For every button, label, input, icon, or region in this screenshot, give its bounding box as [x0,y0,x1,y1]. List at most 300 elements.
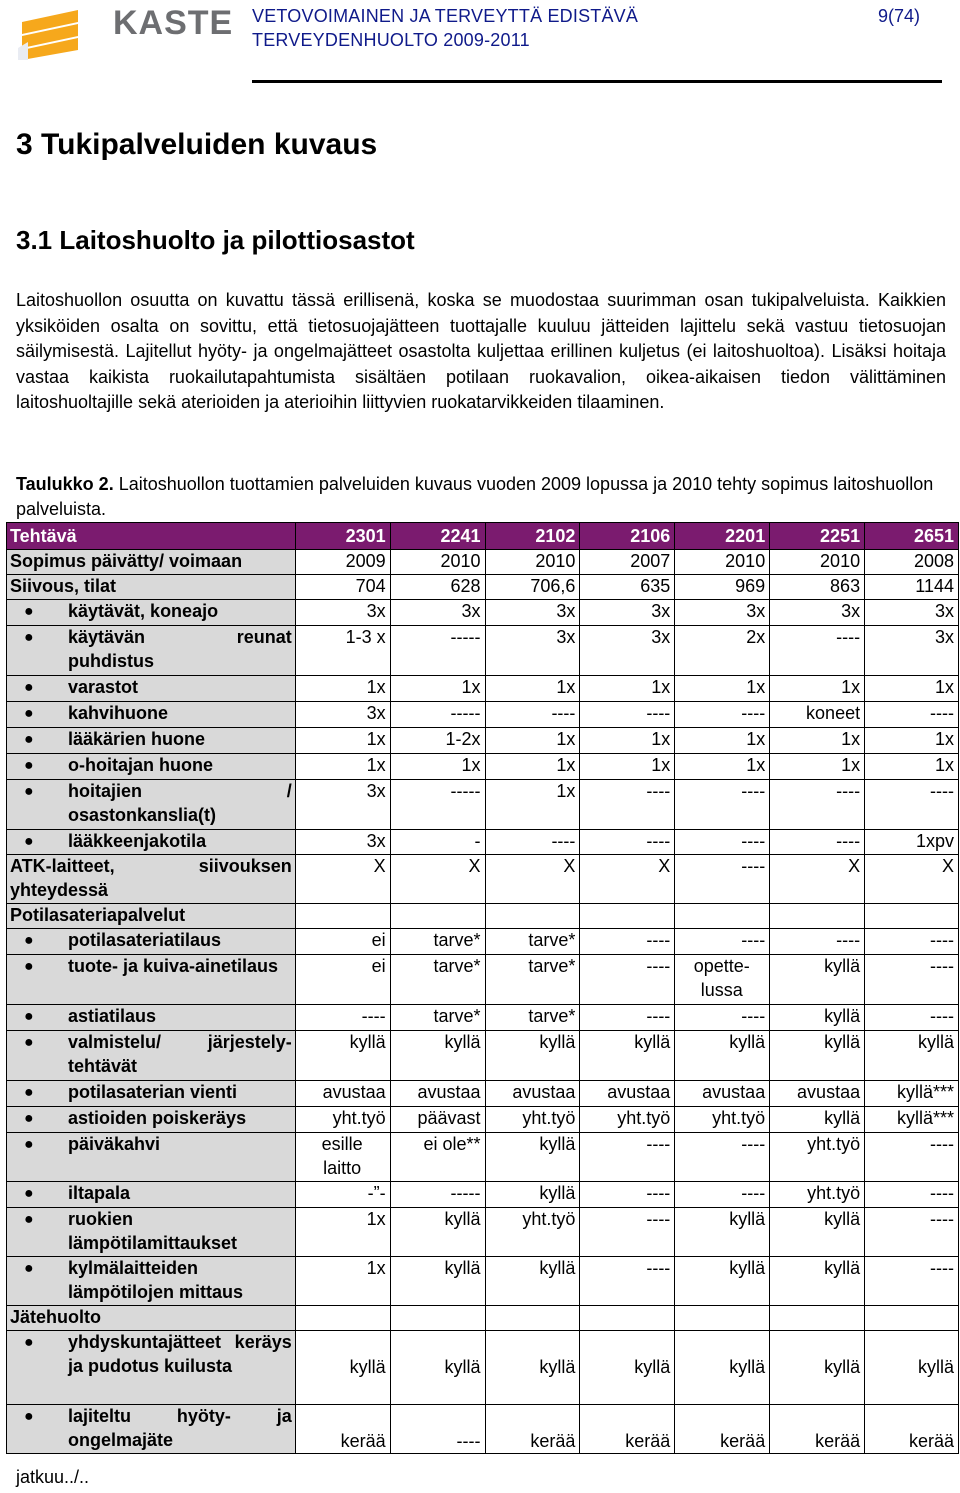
value-cell: 1x [295,754,390,780]
bullet-icon: ● [24,1034,34,1051]
bullet-item [10,955,292,979]
row-label: Potilasateriapalvelut [10,905,186,925]
row-label: astioiden poiskeräys [68,1108,247,1128]
row-label: Sopimus päivätty/ voimaan [10,551,243,571]
bullet-icon: ● [24,1211,34,1228]
value-cell: 3x [675,600,770,626]
value-cell: ---- [580,830,675,855]
bullet-icon: ● [24,679,34,696]
header-cell-unit: 2251 [770,523,865,550]
bullet-icon: ● [24,1008,34,1025]
value-cell: kerää [865,1405,959,1454]
table-row [7,575,959,600]
row-label-cell [7,1257,296,1306]
value-cell: yht.työ [675,1107,770,1133]
value-cell: avustaa [295,1081,390,1107]
value-cell: ---- [865,1257,959,1306]
bullet-icon: ● [24,629,34,646]
value-cell: koneet [770,702,865,728]
value-cell: kerää [675,1405,770,1454]
bullet-item [10,1208,292,1255]
value-cell: ---- [580,780,675,830]
value-cell: kyllä [770,1031,865,1081]
value-cell: -”- [295,1182,390,1208]
bullet-item [10,1081,292,1105]
row-label: käytävät, koneajo [68,601,219,621]
value-cell: tarve* [390,929,485,955]
row-label: ruokien lämpötilamittaukset [68,1209,238,1253]
row-label: ATK-laitteet, siivouksen yhteydessä [10,856,292,900]
value-cell: X [295,855,390,904]
value-cell: kyllä [770,1208,865,1257]
row-label-cell [7,575,296,600]
value-cell: avustaa [390,1081,485,1107]
value-cell: 635 [580,575,675,600]
value-cell: kyllä [675,1331,770,1405]
value-cell: kyllä [770,1005,865,1031]
value-cell: ---- [675,855,770,904]
row-label-cell [7,600,296,626]
value-cell: 1x [295,676,390,702]
value-cell: kyllä [770,1257,865,1306]
bullet-icon: ● [24,783,34,800]
row-label: o-hoitajan huone [68,755,213,775]
bullet-item [10,1107,292,1131]
value-cell: opette- lussa [675,955,770,1005]
value-cell: ---- [485,830,580,855]
value-cell: kyllä [390,1331,485,1405]
value-cell: 3x [485,626,580,676]
value-cell: ---- [295,1005,390,1031]
value-cell: ---- [485,702,580,728]
row-label-cell [7,929,296,955]
row-label-cell [7,1182,296,1208]
value-cell: 1-3 x [295,626,390,676]
bullet-item [10,754,292,778]
header-title-line2: TERVEYDENHUOLTO 2009-2011 [252,30,530,50]
value-cell: kyllä [485,1331,580,1405]
row-label-cell [7,754,296,780]
value-cell: 969 [675,575,770,600]
value-cell: 706,6 [485,575,580,600]
value-cell [865,1306,959,1331]
value-cell: 3x [295,780,390,830]
value-cell: ---- [580,1005,675,1031]
row-label-cell [7,855,296,904]
value-cell: ---- [865,780,959,830]
value-cell: ---- [580,702,675,728]
value-cell [675,904,770,929]
value-cell: kyllä [485,1031,580,1081]
row-label-cell [7,1031,296,1081]
row-label: käytävän reunat puhdistus [68,627,292,671]
value-cell: 2010 [770,550,865,575]
table-caption [16,472,946,522]
value-cell: yht.työ [770,1182,865,1208]
value-cell: 3x [865,600,959,626]
value-cell: 1x [295,728,390,754]
table-row [7,676,959,702]
value-cell: ei [295,955,390,1005]
value-cell: kyllä [865,1331,959,1405]
value-cell: 1x [675,676,770,702]
table-row [7,1331,959,1405]
bullet-item [10,1182,292,1206]
value-cell: X [580,855,675,904]
table-row [7,855,959,904]
bullet-icon: ● [24,757,34,774]
row-label-cell [7,830,296,855]
value-cell: 3x [295,600,390,626]
value-cell: 3x [580,600,675,626]
value-cell [390,904,485,929]
value-cell: 1x [295,1257,390,1306]
row-label: astiatilaus [68,1006,157,1026]
value-cell: X [770,855,865,904]
bullet-icon: ● [24,1334,34,1351]
row-label: lääkkeenjakotila [68,831,207,851]
row-label-cell [7,676,296,702]
value-cell: 1x [770,754,865,780]
value-cell: kyllä [390,1208,485,1257]
table-header-row [7,523,959,550]
value-cell: 1x [390,754,485,780]
table-row [7,728,959,754]
row-label-cell [7,728,296,754]
value-cell: 1x [580,728,675,754]
table-row [7,600,959,626]
value-cell: yht.työ [580,1107,675,1133]
value-cell: ---- [865,929,959,955]
services-table-body [7,523,959,1454]
value-cell: yht.työ [770,1133,865,1182]
row-label: lajiteltu hyöty- ja ongelmajäte [68,1406,292,1450]
value-cell: 1x [770,676,865,702]
value-cell: avustaa [675,1081,770,1107]
value-cell: kerää [770,1405,865,1454]
bullet-icon: ● [24,1084,34,1101]
bullet-item [10,780,292,827]
row-label: iltapala [68,1183,131,1203]
value-cell: ---- [580,1182,675,1208]
value-cell: 3x [865,626,959,676]
value-cell: kyllä [485,1257,580,1306]
value-cell: tarve* [390,1005,485,1031]
value-cell: kyllä [675,1208,770,1257]
value-cell: tarve* [390,955,485,1005]
value-cell: ---- [580,1133,675,1182]
table-row [7,1005,959,1031]
value-cell: esille laitto [295,1133,390,1182]
value-cell: ---- [580,1257,675,1306]
value-cell: kerää [580,1405,675,1454]
header-cell-unit: 2102 [485,523,580,550]
value-cell: yht.työ [485,1208,580,1257]
bullet-icon: ● [24,1260,34,1277]
value-cell: kyllä [580,1031,675,1081]
caption-text: Laitoshuollon tuottamien palveluiden kuvaus vuoden 2009 lopussa ja 2010 tehty sopimus laitoshuollon palveluista. [16,474,934,519]
value-cell: 2008 [865,550,959,575]
value-cell: 1144 [865,575,959,600]
row-label-cell [7,1331,296,1405]
bullet-item [10,702,292,726]
bullet-item [10,1257,292,1304]
value-cell: kyllä [580,1331,675,1405]
value-cell: X [390,855,485,904]
value-cell: 1-2x [390,728,485,754]
services-table [6,522,959,1454]
row-label: päiväkahvi [68,1134,161,1154]
value-cell: 1x [865,676,959,702]
table-row [7,626,959,676]
value-cell: 704 [295,575,390,600]
row-label: tuote- ja kuiva-ainetilaus [68,956,279,976]
caption-label: Taulukko 2. [16,474,114,494]
row-label-cell [7,1405,296,1454]
value-cell: 3x [485,600,580,626]
value-cell: X [485,855,580,904]
bullet-item [10,1031,292,1078]
value-cell: ----- [390,1182,485,1208]
value-cell: 2010 [675,550,770,575]
row-label-cell [7,1306,296,1331]
value-cell: 863 [770,575,865,600]
value-cell: 2009 [295,550,390,575]
value-cell: ----- [390,702,485,728]
value-cell: avustaa [580,1081,675,1107]
value-cell: avustaa [770,1081,865,1107]
header-cell-unit: 2241 [390,523,485,550]
bullet-icon: ● [24,1110,34,1127]
row-label: lääkärien huone [68,729,206,749]
value-cell: kyllä [770,1331,865,1405]
row-label-cell [7,1081,296,1107]
value-cell: kyllä*** [865,1081,959,1107]
row-label-cell [7,702,296,728]
table-row [7,830,959,855]
body-paragraph: Laitoshuollon osuutta on kuvattu tässä erillisenä, koska se muodostaa suurimman osan tukipalveluista. Kaikkien yksiköiden osalta on sovittu, että tietosuojajätteen tuottajalle kuuluu jätteiden lajittelu sekä vastuu tietosuojan säilymisestä. Lajitellut hyöty- ja ongelmajätteet osastolta kuljettaa erillinen kuljetus (ei laitoshuoltoa). Lisäksi hoitaja vastaa kaikista ruokailutapahtumista sisältäen potilaan ruokavalion, oikea-aikaisen tiedon välittäminen laitoshuoltajille sekä aterioiden ja aterioihin liittyvien ruokatarvikkeiden tilaaminen. [16,290,946,412]
table-row [7,1182,959,1208]
value-cell [865,904,959,929]
value-cell: kyllä [865,1031,959,1081]
value-cell: ---- [770,929,865,955]
header-rule [252,80,942,83]
value-cell: kyllä [295,1031,390,1081]
value-cell: 1xpv [865,830,959,855]
value-cell: ---- [675,1182,770,1208]
value-cell: kerää [485,1405,580,1454]
value-cell: 1x [770,728,865,754]
table-row [7,702,959,728]
value-cell [295,1306,390,1331]
value-cell: ---- [865,702,959,728]
table-row [7,1133,959,1182]
value-cell: kerää [295,1405,390,1454]
bullet-item [10,728,292,752]
value-cell: tarve* [485,929,580,955]
logo-text: KASTE [113,4,234,42]
value-cell: 2007 [580,550,675,575]
table-row [7,929,959,955]
table-row [7,1107,959,1133]
table-row [7,1081,959,1107]
value-cell: kyllä [390,1257,485,1306]
header-cell-unit: 2301 [295,523,390,550]
bullet-item [10,626,292,673]
value-cell [295,904,390,929]
value-cell: kyllä [770,1107,865,1133]
bullet-item [10,929,292,953]
value-cell: 1x [485,728,580,754]
value-cell: 1x [485,780,580,830]
value-cell: ---- [675,830,770,855]
value-cell: kyllä [485,1133,580,1182]
value-cell: 3x [295,830,390,855]
value-cell: ----- [390,780,485,830]
value-cell: ---- [675,929,770,955]
value-cell: ---- [865,1208,959,1257]
value-cell [770,1306,865,1331]
row-label: kahvihuone [68,703,169,723]
value-cell: - [390,830,485,855]
value-cell: ---- [675,780,770,830]
value-cell: ---- [580,955,675,1005]
value-cell: ---- [770,626,865,676]
table-row [7,1031,959,1081]
table-row [7,1257,959,1306]
value-cell: yht.työ [485,1107,580,1133]
row-label: varastot [68,677,139,697]
value-cell: 1x [865,728,959,754]
value-cell: ---- [770,830,865,855]
value-cell: 2010 [390,550,485,575]
value-cell: 1x [390,676,485,702]
header-title-line1: VETOVOIMAINEN JA TERVEYTTÄ EDISTÄVÄ [252,6,639,26]
table-row [7,1306,959,1331]
value-cell: ---- [770,780,865,830]
value-cell: 1x [865,754,959,780]
value-cell: ---- [865,1182,959,1208]
value-cell: 628 [390,575,485,600]
table-row [7,1405,959,1454]
header-cell-unit: 2106 [580,523,675,550]
bullet-item [10,830,292,854]
row-label-cell [7,550,296,575]
row-label: valmistelu/ järjestely-tehtävät [68,1032,292,1076]
value-cell: ei ole** [390,1133,485,1182]
value-cell: 1x [485,676,580,702]
header-cell-unit: 2651 [865,523,959,550]
table-row [7,550,959,575]
value-cell: ---- [390,1405,485,1454]
value-cell: 3x [580,626,675,676]
value-cell: kyllä [295,1331,390,1405]
bullet-icon: ● [24,603,34,620]
row-label: potilasateriatilaus [68,930,222,950]
value-cell: 1x [675,728,770,754]
bullet-item [10,676,292,700]
row-label-cell [7,1208,296,1257]
value-cell: 1x [580,754,675,780]
header-cell-unit: 2201 [675,523,770,550]
value-cell [485,904,580,929]
value-cell: tarve* [485,1005,580,1031]
value-cell: 2010 [485,550,580,575]
row-label: potilasaterian vienti [68,1082,238,1102]
value-cell: ---- [580,1208,675,1257]
bullet-icon: ● [24,833,34,850]
bullet-icon: ● [24,1408,34,1425]
value-cell: ---- [865,955,959,1005]
bullet-item [10,600,292,624]
row-label-cell [7,955,296,1005]
table-row [7,754,959,780]
value-cell: ---- [580,929,675,955]
row-label: yhdyskuntajätteet keräys ja pudotus kuilusta [68,1332,292,1376]
value-cell: ---- [675,1005,770,1031]
value-cell [580,904,675,929]
value-cell: 2x [675,626,770,676]
value-cell: 1x [675,754,770,780]
value-cell: päävast [390,1107,485,1133]
row-label-cell [7,1133,296,1182]
value-cell: avustaa [485,1081,580,1107]
value-cell [580,1306,675,1331]
table-row [7,1208,959,1257]
bullet-icon: ● [24,731,34,748]
value-cell: ei [295,929,390,955]
value-cell: kyllä [485,1182,580,1208]
table-row [7,955,959,1005]
row-label: Jätehuolto [10,1307,102,1327]
bullet-item [10,1005,292,1029]
row-label: hoitajien / osastonkanslia(t) [68,781,292,825]
header-cell-task: Tehtävä [7,523,296,550]
value-cell: kyllä [675,1031,770,1081]
row-label-cell [7,904,296,929]
value-cell: kyllä [390,1031,485,1081]
bullet-item [10,1133,292,1157]
row-label-cell [7,780,296,830]
value-cell: 1x [485,754,580,780]
bullet-icon: ● [24,1185,34,1202]
value-cell: 3x [295,702,390,728]
kaste-logo [18,2,234,62]
value-cell: 3x [390,600,485,626]
bullet-icon: ● [24,932,34,949]
value-cell: kyllä [770,955,865,1005]
value-cell: ---- [675,1133,770,1182]
bullet-item [10,1405,292,1452]
value-cell [390,1306,485,1331]
bullet-item [10,1331,292,1378]
value-cell: kyllä*** [865,1107,959,1133]
value-cell: yht.työ [295,1107,390,1133]
continued-note: jatkuu../.. [16,1467,90,1487]
value-cell [770,904,865,929]
table-row [7,904,959,929]
value-cell: X [865,855,959,904]
value-cell: 1x [295,1208,390,1257]
value-cell: kyllä [675,1257,770,1306]
row-label-cell [7,626,296,676]
bullet-icon: ● [24,1136,34,1153]
value-cell: ----- [390,626,485,676]
value-cell [675,1306,770,1331]
bullet-icon: ● [24,958,34,975]
table-row [7,780,959,830]
value-cell: 1x [580,676,675,702]
